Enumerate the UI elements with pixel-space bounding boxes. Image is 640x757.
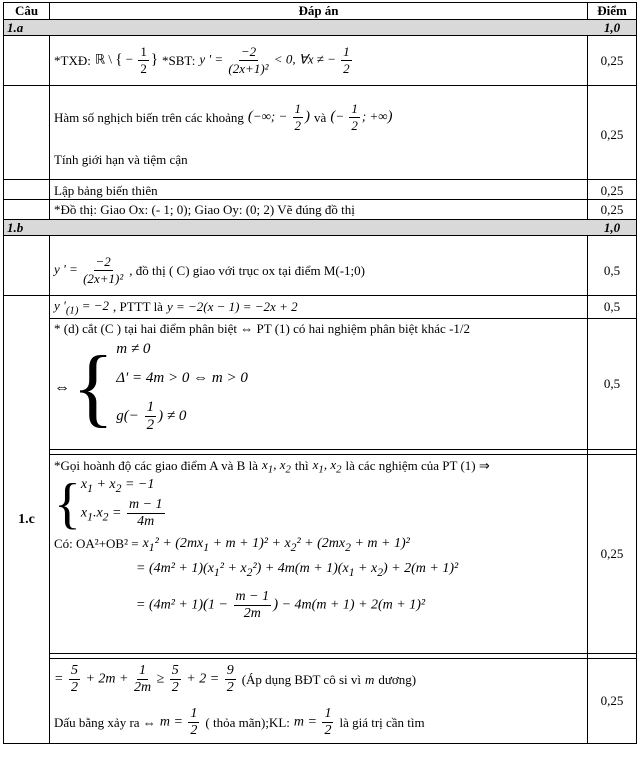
txd-label: *TXĐ:: [54, 52, 91, 68]
and-text: và: [314, 109, 327, 125]
section-label: 1.b: [7, 219, 24, 235]
row-1b: [3, 246, 637, 296]
header-score: Điểm: [597, 3, 627, 18]
amgm-text: (Áp dụng BĐT cô si vì: [241, 671, 361, 687]
conclusion-text: là giá trị cần tìm: [339, 714, 425, 730]
math-domain: ℝ \ { − $\frac{1}{2}$ }: [94, 44, 159, 76]
row-monotonic: [3, 90, 637, 180]
math-m-half-2: m = $\frac{1}{2}$: [293, 706, 332, 738]
pttt-text: , PTTT là: [113, 299, 163, 314]
sbt-label: *SBT:: [162, 52, 196, 68]
math-sum-1: $x_1^2 + (2mx_1 + m + 1)^2 + x_2^2 + (2mx_2 + m + 1)^2$: [142, 535, 410, 554]
equality-text: Dấu bằng xảy ra ⇔: [54, 714, 156, 730]
answer-table: [3, 2, 637, 744]
math-interval-1: (−∞; − $\frac{1}{2}$ ): [247, 101, 311, 133]
vieta-end: là các nghiệm của PT (1) ⇒: [345, 458, 490, 474]
row-table: [3, 182, 637, 200]
math-sum-3: = (4m² + 1)(1 − $\frac{m - 1}{2m}$ ) − 4m(m + 1) + 2(m + 1)²: [136, 589, 426, 622]
math-tangent: y = −2(x − 1) = −2x + 2: [166, 299, 298, 314]
math-derivative-1b: y ' = $\frac{-2}{\text{(2x+1)²}}$: [54, 254, 124, 286]
section-score: 1,0: [603, 19, 621, 35]
bbt-text: Lập bảng biến thiên: [50, 182, 588, 199]
monotonic-text: Hàm số nghịch biến trên các khoảng: [54, 109, 244, 125]
math-sum-2: = $(4m^2 + 1)(x_1^2 + x_2^2) + 4m(m + 1)(x_1 + x_2) + 2(m + 1)^2$: [136, 561, 459, 580]
section-score: 1,0: [603, 219, 621, 235]
math-m-half: m = $\frac{1}{2}$: [159, 706, 198, 738]
math-vieta-system: { $x_1 + x_2 = -1$ $x_1.x_2$ = $\frac{m - 1}{4m}$: [54, 472, 163, 535]
score: 0,25: [600, 201, 624, 217]
header-answer: Đáp án: [50, 3, 588, 19]
math-x1x2-b: $x_1$, $x_2$: [312, 457, 342, 476]
math-y-1: y '$_{(1)} = -2$: [54, 297, 109, 317]
math-amgm: = $\frac{5}{2}$ + 2m + $\frac{1}{2m}$ ≥ $\frac{5}{2}$ + 2 = $\frac{9}{2}$: [54, 663, 234, 695]
score: 0,25: [600, 182, 624, 198]
section-1c: [3, 296, 637, 744]
table-header: [3, 2, 637, 20]
math-interval-2: (− $\frac{1}{2}$ ; +∞): [330, 101, 393, 133]
row-graph: [3, 200, 637, 220]
score: 0,5: [603, 376, 621, 391]
header-question: Câu: [4, 3, 50, 19]
section-1a: [3, 20, 637, 36]
score: 0,5: [603, 262, 621, 278]
intersect-text: , đồ thị ( C) giao với trục ox tại điểm M(-1;0): [129, 262, 365, 278]
vieta-text: *Gọi hoành độ các giao điểm A và B là: [54, 458, 258, 474]
section-1b: [3, 220, 637, 236]
satisfy-text: ( thỏa mãn);KL:: [205, 714, 290, 730]
row-txd: [3, 36, 637, 86]
math-derivative: y ' = $\frac{-2}{\text{(2x+1)²}}$ < 0, ∀x ≠ − $\frac{1}{2}$: [199, 44, 350, 76]
score: 0,25: [600, 693, 624, 708]
score: 0,5: [603, 299, 621, 314]
math-x1x2: $x_1$, $x_2$: [261, 457, 291, 476]
section-label: 1.c: [4, 296, 50, 743]
condition-text: * (d) cắt (C ) tại hai điểm phân biệt ⇔ PT (1) có hai nghiệm phân biệt khác -1/2: [54, 321, 471, 336]
limits-text: Tính giới hạn và tiệm cận: [54, 152, 188, 167]
math-system: ⇔ { m ≠ 0 Δ' = 4m > 0 ⇔ m > 0 g(− $\frac{1}{2}$ ) ≠ 0: [54, 338, 248, 436]
score: 0,25: [600, 546, 624, 561]
score: 0,25: [600, 52, 624, 68]
amgm-m: m: [365, 671, 375, 687]
vieta-then: thì: [294, 458, 309, 474]
co-text: Có: OA²+OB² =: [54, 536, 139, 552]
section-label: 1.a: [7, 19, 24, 35]
graph-text: *Đồ thị: Giao Ox: (- 1; 0); Giao Oy: (0; 2) Vẽ đúng đồ thị: [50, 200, 588, 219]
score: 0,25: [600, 126, 624, 142]
amgm-end: dương): [378, 671, 417, 687]
